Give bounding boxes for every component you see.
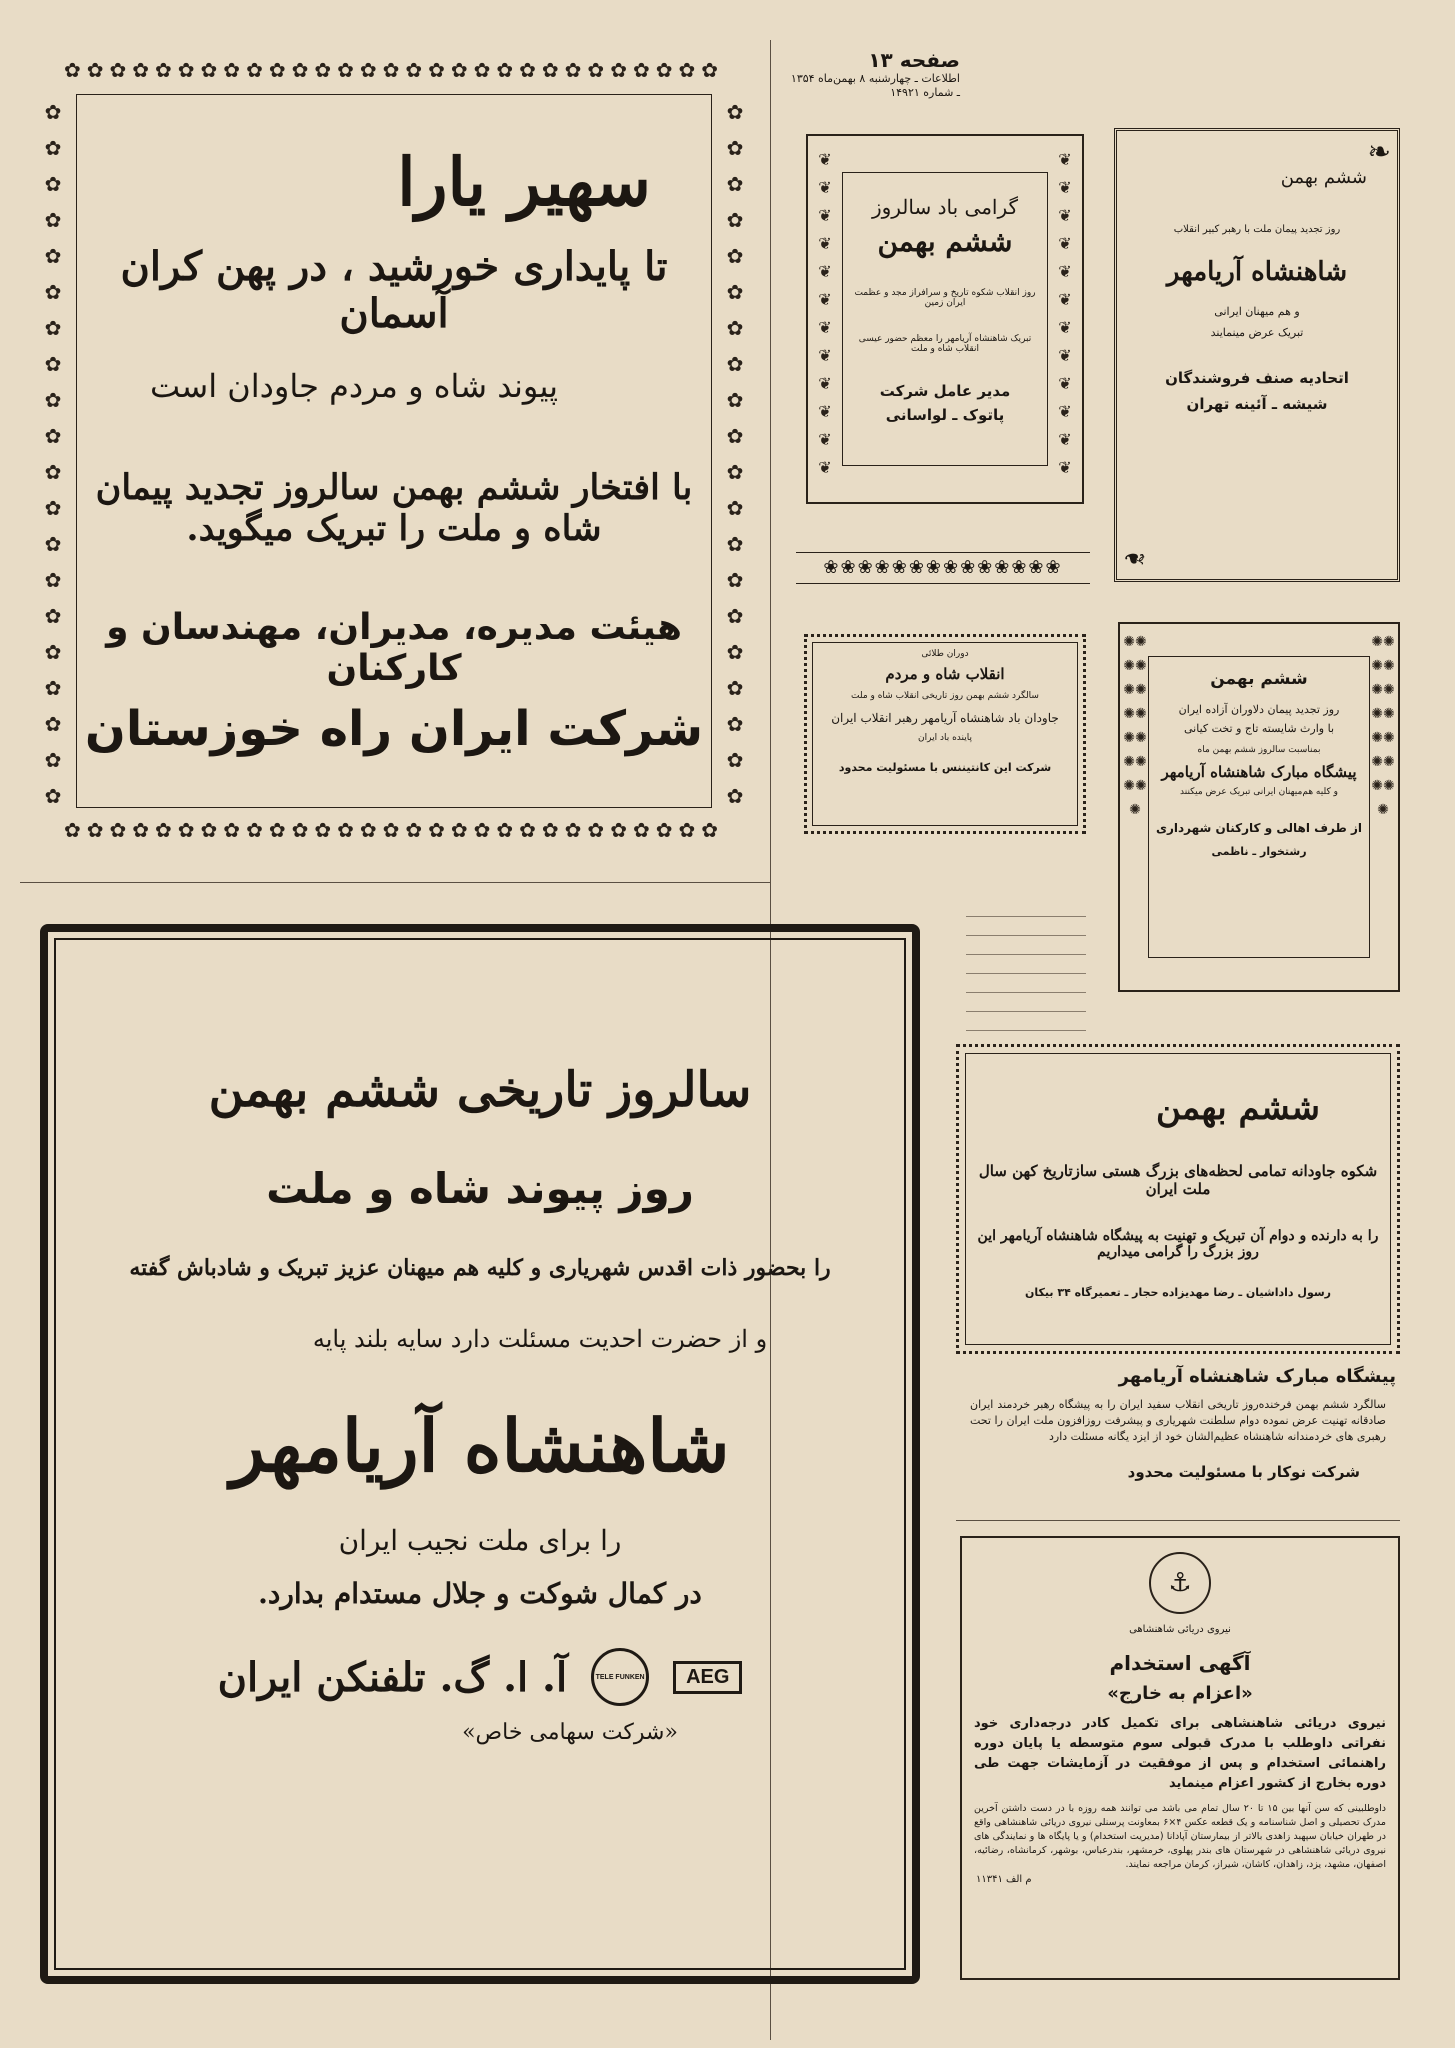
ad-municipality-line1: ششم بهمن [1210,669,1308,689]
ad-pattouk-line3: روز انقلاب شکوه تاریخ و سرافراز مجد و عظمت ایران زمین [854,288,1036,308]
ornament-border-right: ✺✺✺✺✺✺✺✺✺✺✺✺✺✺✺ [1371,634,1395,818]
ad-aeg-line2: روز پیوند شاه و ملت [266,1164,694,1213]
ad-aeg-line8: آ. ا. گ. تلفنکن ایران [217,1653,568,1701]
ad-nokar-body: سالگرد ششم بهمن فرخنده‌روز تاریخی انقلاب سفید ایران را به پیشگاه رهبر خردمند ایران صادقانه تهنیت عرض نموده دوام سلطنت شهریاری و پیشرفت روزافزون ملت ایران را تحت رهبری های خردمندانه شاهنشاه عظیم‌الشان خود از ایزد یگانه مسئلت دارد [970,1398,1386,1443]
ad-pattouk [806,134,1084,504]
ornament-border-top: ✿✿✿✿✿✿✿✿✿✿✿✿✿✿✿✿✿✿✿✿✿✿✿✿✿✿✿✿✿ [64,58,724,82]
ad-pattouk-line2: ششم بهمن [877,225,1013,258]
ornament-border-left: ❦❦❦❦❦❦❦❦❦❦❦❦ [818,150,832,477]
date-line: اطلاعات ـ چهارشنبه ۸ بهمن‌ماه ۱۳۵۴ ـ شماره ۱۴۹۲۱ [790,72,960,99]
ad-aeg-line3: را بحضور ذات اقدس شهریاری و کلیه هم میهنان عزیز تبریک و شادباش گفته [129,1255,831,1281]
ad-municipality-line4: بمناسبت سالروز ششم بهمن ماه [1197,745,1321,755]
ad-nokar-title: پیشگاه مبارک شاهنشاه آریامهر [1118,1366,1396,1387]
ad-continental-line3: سالگرد ششم بهمن روز تاریخی انقلاب شاه و ملت [851,691,1039,701]
page-header [790,48,960,108]
ad-glass-line3: شاهنشاه آریامهر [1166,257,1348,287]
ornament-border-right: ✿✿✿✿✿✿✿✿✿✿✿✿✿✿✿✿✿✿✿✿ [726,100,744,808]
ad-aeg [40,924,920,1984]
row-divider [20,882,770,883]
ornament-border-bottom: ✿✿✿✿✿✿✿✿✿✿✿✿✿✿✿✿✿✿✿✿✿✿✿✿✿✿✿✿✿ [64,818,724,842]
ad-navy-code: م الف ۱۱۳۴۱ [976,1874,1032,1885]
ad-aeg-line6: را برای ملت نجیب ایران [338,1524,622,1557]
ad-municipality-line6: و کلیه هم‌میهنان ایرانی تبریک عرض میکنند [1180,787,1338,797]
telefunken-logo-icon: TELE FUNKEN [591,1648,649,1706]
ad-pattouk-line1: گرامی باد سالروز [871,195,1019,219]
ad-glass-line1: ششم بهمن [1280,167,1367,188]
ad-glass-line4: و هم میهنان ایرانی [1214,305,1300,318]
ad-municipality-line8: رشتخوار ـ ناظمی [1211,845,1307,858]
ad-aeg-line9: «شرکت سهامی خاص» [462,1720,678,1745]
ad-municipality-line2: روز تجدید پیمان دلاوران آزاده ایران [1178,703,1340,716]
ad-pattouk-line6: پاتوک ـ لواسانی [885,406,1005,424]
ad-tamirgah-line4: رسول داداشیان ـ رضا مهدیزاده حجار ـ تعمیرگاه ۳۴ بیکان [1024,1286,1331,1299]
ad-navy-body-bold: نیروی دریائی شاهنشاهی برای تکمیل کادر درجه‌داری خود نفراتی داوطلب با مدرک قبولی سوم متوسطه یا پایان دوره راهنمائی استخدام و پس از موفقیت در آزمایشات جهت طی دوره بخارج از کشور اعزام مینماید [974,1716,1386,1791]
ad-continental-line6: شرکت این کانتیننس با مسئولیت محدود [838,761,1052,774]
ad-glass [1114,128,1400,582]
corner-ornament-icon: ❧ [1367,135,1391,168]
ad-khuzestan-line1: تا پایداری خورشید ، در پهن کران آسمان [120,243,668,337]
ad-khuzestan [40,58,748,844]
ad-pattouk-line4: تبریک شاهنشاه آریامهر را معظم حضور عیسی انقلاب شاه و ملت [858,334,1032,354]
ad-glass-line6: اتحادیه صنف فروشندگان [1165,369,1349,387]
ad-navy [960,1536,1400,1980]
ad-navy-org: نیروی دریائی شاهنشاهی [1129,1624,1231,1635]
ad-navy-title: آگهی استخدام [1109,1651,1251,1675]
ad-tamirgah-line1: ششم بهمن [1156,1088,1320,1128]
ornament-strip: ❀❀❀❀❀❀❀❀❀❀❀❀❀❀ [796,552,1090,584]
ornament-border-right: ❦❦❦❦❦❦❦❦❦❦❦❦ [1058,150,1072,477]
ad-nokar-signature: شرکت نوکار با مسئولیت محدود [1127,1463,1360,1481]
ad-khuzestan-line5: شرکت ایران راه خوزستان [84,701,704,757]
ad-continental-line5: پاینده باد ایران [918,733,972,743]
ad-navy-body-small: داوطلبینی که سن آنها بین ۱۵ تا ۲۰ سال تمام می باشد می توانند همه روزه با در دست داشتن آخرین مدرک تحصیلی و اصل شناسنامه و یک قطعه عکس ۴×۶ بمعاونت پرسنلی نیروی دریائی شاهنشاهی واقع در طهران خیابان سپهبد زاهدی بالاتر از بیمارستان آپادانا (مدیریت استخدام) و یا پایگاه ها و نمایندگی های نیروی دریائی شاهنشاهی در شهرستان های بندر پهلوی، خرمشهر، بندرعباس، بوشهر، کرمانشاه، رضائیه، اصفهان، مشهد، یزد، زاهدان، کاشان، شیراز، کرمان مراجعه نمایند. [974,1803,1387,1870]
ad-tamirgah-line3: را به دارنده و دوام آن تبریک و تهنیت به پیشگاه شاهنشاه آریامهر این روز بزرگ را گرامی میداریم [977,1228,1379,1260]
page-number: صفحه ۱۳ [868,48,960,72]
ad-aeg-content [78,952,882,1956]
ad-aeg-line7: در کمال شوکت و جلال مستدام بدارد. [258,1577,702,1610]
ad-municipality-line7: از طرف اهالی و کارکنان شهرداری [1155,821,1363,835]
navy-emblem-icon: ⚓ [1149,1552,1211,1614]
ad-navy-subtitle: «اعزام به خارج» [1107,1683,1253,1704]
ad-continental-line2: انقلاب شاه و مردم [885,665,1005,683]
ad-aeg-line4: و از حضرت احدیت مسئلت دارد سایه بلند پایه [312,1325,768,1353]
aeg-logo: AEG [673,1661,742,1694]
ad-aeg-signature-row [78,1648,882,1706]
ad-khuzestan-frame [76,94,712,808]
corner-ornament-icon: ❧ [1123,542,1147,575]
ad-continental-line1: دوران طلائی [921,649,969,659]
ad-glass-line5: تبریک عرض مینمایند [1210,326,1304,339]
ad-pattouk-inner [842,172,1048,466]
ad-aeg-line5: شاهنشاه آریامهر [230,1403,730,1488]
ad-tamirgah-inner [965,1053,1391,1345]
ad-khuzestan-line2: پیوند شاه و مردم جاودان است [149,367,559,405]
ad-municipality-inner [1148,656,1370,958]
row-divider [956,1520,1400,1521]
ad-glass-line7: شیشه ـ آئینه تهران [1186,395,1328,413]
ad-continental-line4: جاودان باد شاهنشاه آریامهر رهبر انقلاب ایران [831,711,1059,725]
ad-pattouk-line5: مدیر عامل شرکت [879,382,1011,400]
ornament-border-left: ✿✿✿✿✿✿✿✿✿✿✿✿✿✿✿✿✿✿✿✿ [44,100,62,808]
ad-aeg-line1: سالروز تاریخی ششم بهمن [208,1062,752,1118]
ad-tamirgah [956,1044,1400,1354]
ornament-border-left: ✺✺✺✺✺✺✺✺✺✺✺✺✺✺✺ [1123,634,1147,818]
ad-khuzestan-title: سهیر یارا [397,143,651,221]
ad-glass-line2: روز تجدید پیمان ملت با رهبر کبیر انقلاب [1173,224,1341,235]
ad-khuzestan-line4: هیئت مدیره، مدیران، مهندسان و کارکنان [106,607,682,689]
ad-municipality [1118,622,1400,992]
ad-continental-inner [812,642,1078,826]
ad-municipality-line3: با وارث شایسته تاج و تخت کیانی [1183,722,1334,735]
ad-continental [804,634,1086,834]
ad-tamirgah-line2: شکوه جاودانه تمامی لحظه‌های بزرگ هستی سازتاریخ کهن سال ملت ایران [978,1162,1378,1198]
ruled-lines [966,898,1086,1038]
ad-nokar [956,1366,1400,1518]
ad-khuzestan-line3: با افتخار ششم بهمن سالروز تجدید پیمان شاه و ملت را تبریک میگوید. [95,467,693,549]
ad-municipality-line5: پیشگاه مبارک شاهنشاه آریامهر [1161,763,1357,781]
